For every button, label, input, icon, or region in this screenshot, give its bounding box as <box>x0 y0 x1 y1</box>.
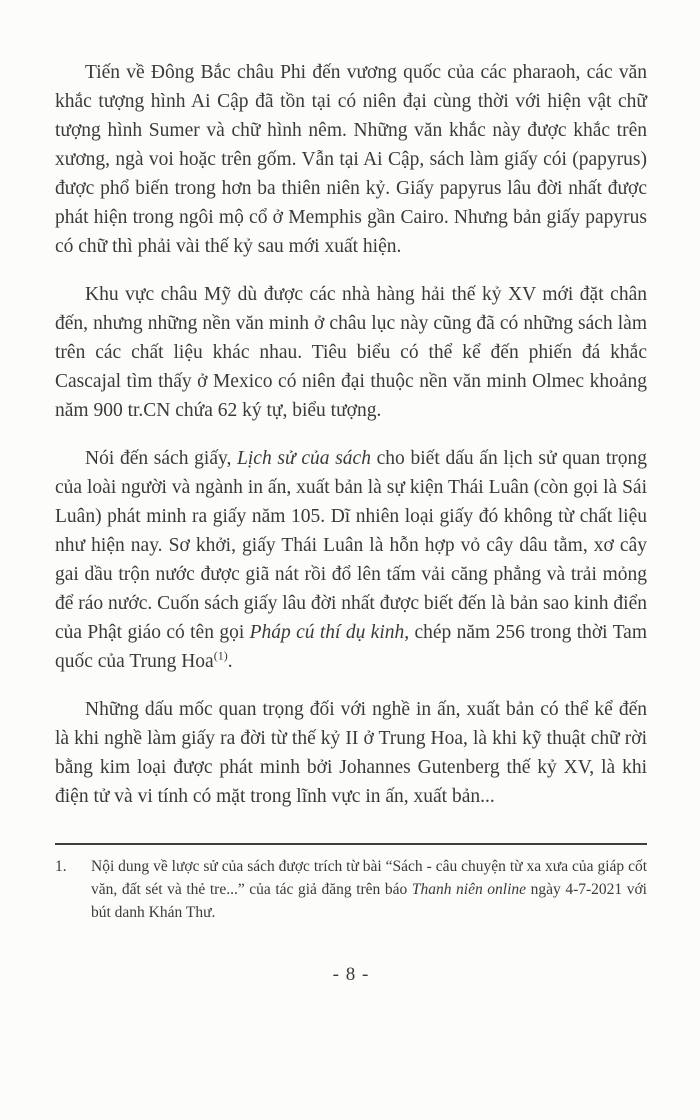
paragraph-3-text: . <box>227 651 233 672</box>
paragraph-4-text: Những dấu mốc quan trọng đối với nghề in ấn, xuất bản có thể kể đến là khi nghề làm giấy ra đời từ thế kỷ II ở Trung Hoa, là khi kỹ thuật chữ rời bằng kim loại được phát minh bởi Johannes Gutenberg thế kỷ XV, là khi điện tử và vi tính có mặt trong lĩnh vực in ấn, xuất bản... <box>55 699 647 807</box>
book-title-lich-su-cua-sach: Lịch sử của sách <box>237 448 371 469</box>
footnote-1 <box>55 855 647 924</box>
page-number: - 8 - <box>332 964 370 985</box>
footnote-text-segment: Nội dung về lược sử của sách được trích từ bài “Sách - câu chuyện từ xa xưa của giáp cốt văn, đất sét và thẻ tre...” của tác giả đăng trên báo <box>91 858 647 898</box>
book-title-phap-cu-thi-du-kinh: Pháp cú thí dụ kinh <box>249 622 405 643</box>
footnote-text-segment: ngày 4-7-2021 với bút danh Khán Thư. <box>91 881 647 921</box>
paragraph-3-text: , chép năm 256 trong thời Tam quốc của Trung Hoa <box>55 622 647 672</box>
paragraph-4 <box>55 695 647 811</box>
paragraph-1-text: Tiến về Đông Bắc châu Phi đến vương quốc của các pharaoh, các văn khắc tượng hình Ai Cập đã tồn tại có niên đại cùng thời với hiện vật chữ tượng hình Sumer và chữ hình nêm. Những văn khắc này được khắc trên xương, ngà voi hoặc trên gốm. Vẫn tại Ai Cập, sách làm giấy cói (papyrus) được phổ biến trong hơn ba thiên niên kỷ. Giấy papyrus lâu đời nhất được phát hiện trong ngôi mộ cổ ở Memphis gần Cairo. Nhưng bản giấy papyrus có chữ thì phải vài thế kỷ sau mới xuất hiện. <box>55 62 647 257</box>
paragraph-2 <box>55 280 647 425</box>
publication-name-thanh-nien-online: Thanh niên online <box>411 881 527 898</box>
paragraph-1 <box>55 58 647 261</box>
paragraph-3 <box>55 444 647 676</box>
paragraph-3-text: Nói đến sách giấy, <box>85 448 238 469</box>
paragraph-2-text: Khu vực châu Mỹ dù được các nhà hàng hải thế kỷ XV mới đặt chân đến, nhưng những nền văn minh ở châu lục này cũng đã có những sách làm trên các chất liệu khác nhau. Tiêu biểu có thể kể đến phiến đá khắc Cascajal tìm thấy ở Mexico có niên đại thuộc nền văn minh Olmec khoảng năm 900 tr.CN chứa 62 ký tự, biểu tượng. <box>55 284 647 421</box>
footnote-text <box>91 855 647 924</box>
page-body-text <box>55 58 647 811</box>
paragraph-3-text: cho biết dấu ấn lịch sử quan trọng của loài người và ngành in ấn, xuất bản là sự kiện Thái Luân (còn gọi là Sái Luân) phát minh ra giấy năm 105. Dĩ nhiên loại giấy đó không từ chất liệu như hiện nay. Sơ khởi, giấy Thái Luân là hỗn hợp vỏ cây dâu tằm, xơ cây gai dầu trộn nước được giã nát rồi đổ lên tấm vải căng phẳng và trải mỏng để ráo nước. Cuốn sách giấy lâu đời nhất được biết đến là bản sao kinh điển của Phật giáo có tên gọi <box>55 448 647 643</box>
footnote-reference-1: (1) <box>213 648 228 663</box>
footnote-separator-rule <box>55 843 647 845</box>
footnote-marker: 1. <box>55 858 67 875</box>
